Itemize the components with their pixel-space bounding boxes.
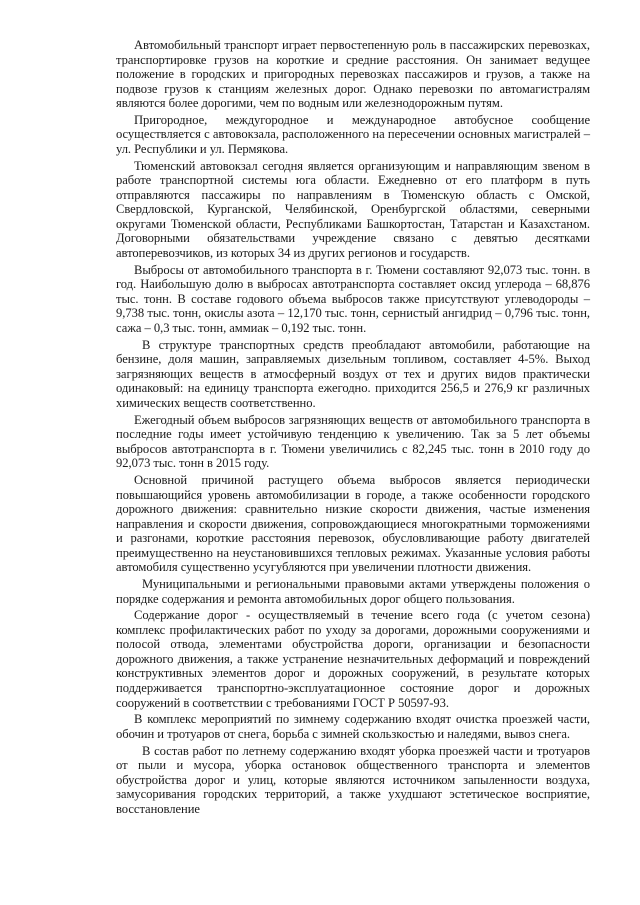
document-body (116, 38, 590, 819)
paragraph-bus-service: Пригородное, междугородное и международное автобусное сообщение осуществляется с автовокзала, расположенного на пересечении основных магистралей – ул. Республики и ул. Пермякова. (116, 112, 590, 157)
paragraph-road-maintenance: Содержание дорог - осуществляемый в течение всего года (с учетом сезона) комплекс профилактических работ по уходу за дорогами, дорожными сооружениями и полосой отвода, элементами обустройства дороги, организации и безопасности дорожного движения, а также устранение незначительных деформаций и повреждений конструктивных элементов дорог и дорожных сооружений, в результате которых поддерживается транспортно-эксплуатационное состояние дорог и дорожных сооружений в соответствии с требованиями ГОСТ Р 50597-93. (116, 608, 590, 710)
paragraph-bus-station: Тюменский автовокзал сегодня является организующим и направляющим звеном в работе транспортной системы юга области. Ежедневно от его платформ в путь отправляются пассажиры по направлениям в Тюменскую область с Омской, Свердловской, Курганской, Челябинской, Оренбургской областями, северными округами Тюменской области, Республиками Башкортостан, Татарстан и Казахстаном. Договорными обязательствами учреждение связано с девятью десятками автоперевозчиков, из которых 34 из других регионов и государств. (116, 158, 590, 261)
paragraph-emissions-causes: Основной причиной растущего объема выбросов является периодически повышающийся уровень автомобилизации в городе, а также особенности городского дорожного движения: сравнительно низкие скорости движения, частые изменения направления и скорости движения, сопровождающиеся многократными торможениями и разгонами, короткие расстояния перевозок, обусловливающие работу двигателей преимущественно на неустановившихся тепловых режимах. Указанные условия работы автомобиля существенно усугубляются при увеличении плотности движения. (116, 472, 590, 575)
paragraph-emissions-volume: Выбросы от автомобильного транспорта в г. Тюмени составляют 92,073 тыс. тонн. в год. Наибольшую долю в выбросах автотранспорта составляет оксид углерода – 68,876 тыс. тонн. В составе годового объема выбросов также присутствуют углеводороды – 9,738 тыс. тонн, окислы азота – 12,170 тыс. тонн, сернистый ангидрид – 0,796 тыс. тонн, сажа – 0,3 тыс. тонн, аммиак – 0,192 тыс. тонн. (116, 262, 590, 335)
paragraph-vehicle-structure: В структуре транспортных средств преобладают автомобили, работающие на бензине, доля машин, заправляемых дизельным топливом, составляет 4-5%. Выход загрязняющих веществ в атмосферный воздух от тех и других видов практически одинаковый: на единицу транспорта ежегодно. приходится 256,5 и 276,9 кг различных химических веществ соответственно. (116, 337, 590, 410)
paragraph-summer-maintenance: В состав работ по летнему содержанию входят уборка проезжей части и тротуаров от пыли и мусора, уборка остановок общественного транспорта и элементов обустройства дорог и улиц, которые являются источником запыленности воздуха, замусоривания городских территорий, а также ухудшают эстетическое восприятие, восстановление (116, 743, 590, 816)
paragraph-winter-maintenance: В комплекс мероприятий по зимнему содержанию входят очистка проезжей части, обочин и тротуаров от снега, борьба с зимней скользкостью и наледями, вывоз снега. (116, 712, 590, 741)
paragraph-emissions-trend: Ежегодный объем выбросов загрязняющих веществ от автомобильного транспорта в последние годы имеет устойчивую тенденцию к увеличению. Так за 5 лет объемы выбросов автотранспорта в г. Тюмени увеличились с 82,245 тыс. тонн в 2010 году до 92,073 тыс. тонн в 2015 году. (116, 412, 590, 471)
paragraph-road-transport-role: Автомобильный транспорт играет первостепенную роль в пассажирских перевозках, транспортировке грузов на короткие и средние расстояния. Он занимает ведущее положение в городских и пригородных перевозках пассажиров и грузов, а также на подвозе грузов к станциям железных дорог. Однако перевозки по автомагистралям являются более дорогими, чем по водным или железнодорожным путям. (116, 38, 590, 111)
paragraph-legal-acts: Муниципальными и региональными правовыми актами утверждены положения о порядке содержания и ремонта автомобильных дорог общего пользования. (116, 577, 590, 606)
